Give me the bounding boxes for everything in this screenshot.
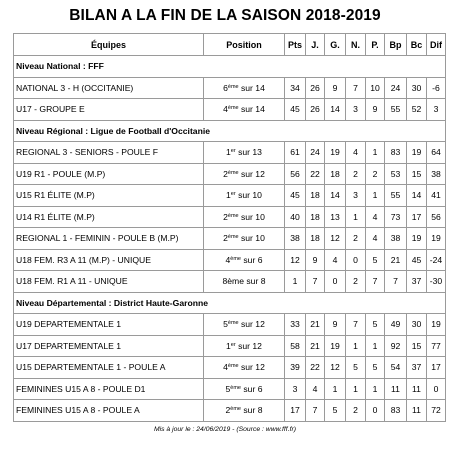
n-cell: 2 bbox=[346, 400, 366, 422]
table-row bbox=[14, 249, 446, 271]
position-total: sur 10 bbox=[238, 211, 265, 222]
team-name-cell: U17 - GROUPE E bbox=[14, 99, 204, 121]
g-cell: 4 bbox=[325, 249, 346, 271]
col-header-position: Position bbox=[204, 34, 285, 56]
team-name-cell: U19 DEPARTEMENTALE 1 bbox=[14, 314, 204, 336]
bp-cell: 53 bbox=[385, 163, 407, 185]
position-rank: 5 bbox=[223, 319, 228, 330]
bp-cell: 55 bbox=[385, 99, 407, 121]
table-row bbox=[14, 400, 446, 422]
position-suffix: er bbox=[230, 341, 236, 348]
j-cell: 18 bbox=[306, 228, 325, 250]
dif-cell: 38 bbox=[427, 163, 446, 185]
n-cell: 2 bbox=[346, 271, 366, 293]
pts-cell: 34 bbox=[285, 77, 306, 99]
position-cell bbox=[204, 77, 285, 99]
position-cell bbox=[204, 271, 285, 293]
dif-cell: -24 bbox=[427, 249, 446, 271]
bc-cell: 11 bbox=[407, 378, 427, 400]
section-header-row bbox=[14, 292, 446, 314]
dif-cell: 19 bbox=[427, 228, 446, 250]
team-name-cell: U19 R1 - POULE (M.P) bbox=[14, 163, 204, 185]
position-rank: 1 bbox=[226, 147, 231, 158]
team-name-cell: FEMININES U15 A 8 - POULE D1 bbox=[14, 378, 204, 400]
position-rank: 8ème sur 8 bbox=[222, 276, 266, 287]
table-row bbox=[14, 335, 446, 357]
col-header-pts: Pts bbox=[285, 34, 306, 56]
j-cell: 7 bbox=[306, 400, 325, 422]
header-row bbox=[14, 34, 446, 56]
p-cell: 2 bbox=[366, 163, 385, 185]
j-cell: 21 bbox=[306, 335, 325, 357]
pts-cell: 45 bbox=[285, 185, 306, 207]
dif-cell: 19 bbox=[427, 314, 446, 336]
bp-cell: 24 bbox=[385, 77, 407, 99]
j-cell: 18 bbox=[306, 206, 325, 228]
position-cell bbox=[204, 400, 285, 422]
bp-cell: 73 bbox=[385, 206, 407, 228]
bc-cell: 37 bbox=[407, 271, 427, 293]
table-row bbox=[14, 378, 446, 400]
position-suffix: ème bbox=[227, 105, 239, 112]
pts-cell: 56 bbox=[285, 163, 306, 185]
g-cell: 14 bbox=[325, 99, 346, 121]
table-row bbox=[14, 77, 446, 99]
team-name-cell: FEMININES U15 A 8 - POULE A bbox=[14, 400, 204, 422]
col-header-j: J. bbox=[306, 34, 325, 56]
j-cell: 26 bbox=[306, 77, 325, 99]
bc-cell: 30 bbox=[407, 314, 427, 336]
bc-cell: 19 bbox=[407, 142, 427, 164]
position-cell bbox=[204, 249, 285, 271]
position-total: sur 14 bbox=[238, 82, 265, 93]
n-cell: 7 bbox=[346, 314, 366, 336]
section-header-row bbox=[14, 56, 446, 78]
j-cell: 18 bbox=[306, 185, 325, 207]
col-header-n: N. bbox=[346, 34, 366, 56]
p-cell: 5 bbox=[366, 314, 385, 336]
bc-cell: 11 bbox=[407, 400, 427, 422]
position-total: sur 12 bbox=[238, 168, 265, 179]
position-rank: 5 bbox=[225, 383, 231, 394]
position-rank: 2 bbox=[225, 405, 231, 416]
n-cell: 3 bbox=[346, 99, 366, 121]
table-row bbox=[14, 163, 446, 185]
dif-cell: 64 bbox=[427, 142, 446, 164]
pts-cell: 33 bbox=[285, 314, 306, 336]
position-suffix: ème bbox=[227, 83, 239, 90]
section-label: Niveau Départemental : District Haute-Garonne bbox=[14, 292, 446, 314]
position-cell bbox=[204, 357, 285, 379]
position-cell bbox=[204, 99, 285, 121]
dif-cell: 3 bbox=[427, 99, 446, 121]
j-cell: 9 bbox=[306, 249, 325, 271]
bc-cell: 15 bbox=[407, 335, 427, 357]
col-header-bp: Bp bbox=[385, 34, 407, 56]
position-suffix: er bbox=[230, 191, 236, 198]
p-cell: 10 bbox=[366, 77, 385, 99]
pts-cell: 58 bbox=[285, 335, 306, 357]
g-cell: 9 bbox=[325, 314, 346, 336]
position-rank: 1 bbox=[226, 190, 231, 201]
pts-cell: 17 bbox=[285, 400, 306, 422]
dif-cell: 72 bbox=[427, 400, 446, 422]
j-cell: 22 bbox=[306, 163, 325, 185]
page-title: BILAN A LA FIN DE LA SAISON 2018-2019 bbox=[69, 7, 381, 24]
position-suffix: ème bbox=[227, 363, 239, 370]
p-cell: 1 bbox=[366, 185, 385, 207]
dif-cell: 56 bbox=[427, 206, 446, 228]
position-cell bbox=[204, 378, 285, 400]
position-suffix: er bbox=[230, 148, 236, 155]
team-name-cell: U15 R1 ÉLITE (M.P) bbox=[14, 185, 204, 207]
position-total: sur 10 bbox=[238, 233, 265, 244]
bp-cell: 55 bbox=[385, 185, 407, 207]
position-cell bbox=[204, 228, 285, 250]
table-row bbox=[14, 99, 446, 121]
table-body bbox=[14, 56, 446, 422]
p-cell: 7 bbox=[366, 271, 385, 293]
bp-cell: 7 bbox=[385, 271, 407, 293]
bc-cell: 52 bbox=[407, 99, 427, 121]
team-name-cell: NATIONAL 3 - H (OCCITANIE) bbox=[14, 77, 204, 99]
g-cell: 0 bbox=[325, 271, 346, 293]
n-cell: 1 bbox=[346, 378, 366, 400]
p-cell: 9 bbox=[366, 99, 385, 121]
p-cell: 0 bbox=[366, 400, 385, 422]
p-cell: 5 bbox=[366, 357, 385, 379]
bc-cell: 19 bbox=[407, 228, 427, 250]
j-cell: 4 bbox=[306, 378, 325, 400]
bc-cell: 15 bbox=[407, 163, 427, 185]
p-cell: 1 bbox=[366, 335, 385, 357]
bp-cell: 83 bbox=[385, 400, 407, 422]
position-rank: 6 bbox=[223, 82, 228, 93]
position-cell bbox=[204, 335, 285, 357]
g-cell: 12 bbox=[325, 357, 346, 379]
bp-cell: 11 bbox=[385, 378, 407, 400]
g-cell: 19 bbox=[325, 142, 346, 164]
team-name-cell: U15 DEPARTEMENTALE 1 - POULE A bbox=[14, 357, 204, 379]
section-label: Niveau Régional : Ligue de Football d'Occitanie bbox=[14, 120, 446, 142]
g-cell: 18 bbox=[325, 163, 346, 185]
n-cell: 5 bbox=[346, 357, 366, 379]
p-cell: 5 bbox=[366, 249, 385, 271]
table-row bbox=[14, 314, 446, 336]
bc-cell: 30 bbox=[407, 77, 427, 99]
position-suffix: ème bbox=[227, 169, 239, 176]
position-total: sur 8 bbox=[240, 405, 263, 416]
position-total: sur 12 bbox=[238, 319, 265, 330]
bc-cell: 14 bbox=[407, 185, 427, 207]
dif-cell: 17 bbox=[427, 357, 446, 379]
team-name-cell: REGIONAL 1 - FEMININ - POULE B (M.P) bbox=[14, 228, 204, 250]
pts-cell: 12 bbox=[285, 249, 306, 271]
col-header-g: G. bbox=[325, 34, 346, 56]
table-row bbox=[14, 271, 446, 293]
col-header-equipes: Équipes bbox=[14, 34, 204, 56]
bc-cell: 45 bbox=[407, 249, 427, 271]
position-total: sur 14 bbox=[238, 104, 265, 115]
j-cell: 7 bbox=[306, 271, 325, 293]
team-name-cell: REGIONAL 3 - SENIORS - POULE F bbox=[14, 142, 204, 164]
dif-cell: -6 bbox=[427, 77, 446, 99]
position-rank: 4 bbox=[223, 362, 228, 373]
position-suffix: ème bbox=[227, 212, 239, 219]
position-total: sur 6 bbox=[240, 254, 263, 265]
table-row bbox=[14, 206, 446, 228]
position-total: sur 13 bbox=[235, 147, 262, 158]
col-header-dif: Dif bbox=[427, 34, 446, 56]
table-row bbox=[14, 228, 446, 250]
pts-cell: 1 bbox=[285, 271, 306, 293]
footer-note: Mis à jour le : 24/06/2019 - (Source : www.fff.fr) bbox=[153, 426, 297, 433]
position-total: sur 6 bbox=[240, 383, 263, 394]
g-cell: 19 bbox=[325, 335, 346, 357]
position-rank: 2 bbox=[223, 211, 228, 222]
p-cell: 1 bbox=[366, 378, 385, 400]
position-total: sur 12 bbox=[238, 362, 265, 373]
p-cell: 1 bbox=[366, 142, 385, 164]
table-row bbox=[14, 185, 446, 207]
position-rank: 2 bbox=[223, 233, 228, 244]
pts-cell: 61 bbox=[285, 142, 306, 164]
j-cell: 24 bbox=[306, 142, 325, 164]
position-total: sur 12 bbox=[235, 340, 262, 351]
dif-cell: 0 bbox=[427, 378, 446, 400]
team-name-cell: U18 FEM. R3 A 11 (M.P) - UNIQUE bbox=[14, 249, 204, 271]
j-cell: 22 bbox=[306, 357, 325, 379]
g-cell: 1 bbox=[325, 378, 346, 400]
position-cell bbox=[204, 142, 285, 164]
g-cell: 13 bbox=[325, 206, 346, 228]
n-cell: 4 bbox=[346, 142, 366, 164]
position-total: sur 10 bbox=[235, 190, 262, 201]
p-cell: 4 bbox=[366, 228, 385, 250]
team-name-cell: U14 R1 ÉLITE (M.P) bbox=[14, 206, 204, 228]
j-cell: 26 bbox=[306, 99, 325, 121]
n-cell: 7 bbox=[346, 77, 366, 99]
j-cell: 21 bbox=[306, 314, 325, 336]
pts-cell: 39 bbox=[285, 357, 306, 379]
position-rank: 1 bbox=[226, 340, 231, 351]
position-suffix: ème bbox=[227, 234, 239, 241]
bp-cell: 54 bbox=[385, 357, 407, 379]
n-cell: 2 bbox=[346, 163, 366, 185]
bc-cell: 17 bbox=[407, 206, 427, 228]
position-cell bbox=[204, 185, 285, 207]
position-cell bbox=[204, 163, 285, 185]
n-cell: 0 bbox=[346, 249, 366, 271]
results-table bbox=[13, 33, 446, 422]
bp-cell: 92 bbox=[385, 335, 407, 357]
n-cell: 2 bbox=[346, 228, 366, 250]
n-cell: 1 bbox=[346, 206, 366, 228]
table-row bbox=[14, 142, 446, 164]
team-name-cell: U18 FEM. R1 A 11 - UNIQUE bbox=[14, 271, 204, 293]
position-rank: 4 bbox=[223, 104, 228, 115]
g-cell: 9 bbox=[325, 77, 346, 99]
g-cell: 12 bbox=[325, 228, 346, 250]
dif-cell: 41 bbox=[427, 185, 446, 207]
bp-cell: 83 bbox=[385, 142, 407, 164]
position-cell bbox=[204, 314, 285, 336]
pts-cell: 38 bbox=[285, 228, 306, 250]
table-row bbox=[14, 357, 446, 379]
n-cell: 1 bbox=[346, 335, 366, 357]
bc-cell: 37 bbox=[407, 357, 427, 379]
pts-cell: 3 bbox=[285, 378, 306, 400]
team-name-cell: U17 DEPARTEMENTALE 1 bbox=[14, 335, 204, 357]
bp-cell: 49 bbox=[385, 314, 407, 336]
bp-cell: 38 bbox=[385, 228, 407, 250]
g-cell: 14 bbox=[325, 185, 346, 207]
bp-cell: 21 bbox=[385, 249, 407, 271]
position-suffix: ème bbox=[230, 255, 241, 262]
position-rank: 4 bbox=[225, 254, 231, 265]
position-cell bbox=[204, 206, 285, 228]
pts-cell: 40 bbox=[285, 206, 306, 228]
dif-cell: -30 bbox=[427, 271, 446, 293]
col-header-p: P. bbox=[366, 34, 385, 56]
section-header-row bbox=[14, 120, 446, 142]
p-cell: 4 bbox=[366, 206, 385, 228]
position-suffix: ème bbox=[230, 406, 241, 413]
dif-cell: 77 bbox=[427, 335, 446, 357]
n-cell: 3 bbox=[346, 185, 366, 207]
position-rank: 2 bbox=[223, 168, 228, 179]
pts-cell: 45 bbox=[285, 99, 306, 121]
col-header-bc: Bc bbox=[407, 34, 427, 56]
position-suffix: ème bbox=[227, 320, 239, 327]
g-cell: 5 bbox=[325, 400, 346, 422]
section-label: Niveau National : FFF bbox=[14, 56, 446, 78]
position-suffix: ème bbox=[230, 384, 241, 391]
